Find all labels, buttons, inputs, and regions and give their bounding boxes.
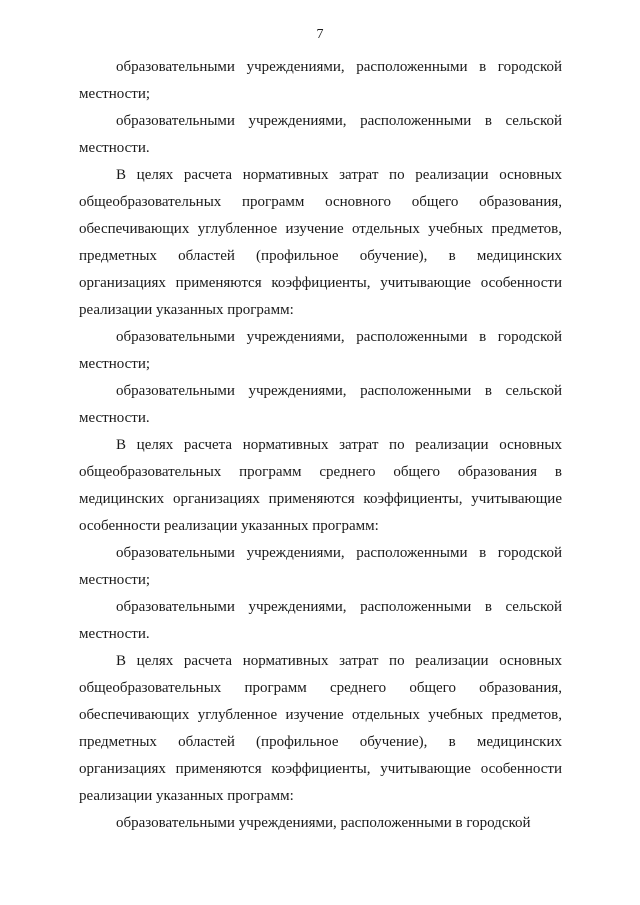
paragraph: образовательными учреждениями, расположенными в сельской местности. [79,113,562,156]
page-number: 7 [316,27,324,42]
paragraph: образовательными учреждениями, расположенными в городской [116,815,531,831]
paragraph: образовательными учреждениями, расположенными в городской местности; [79,329,562,372]
paragraph: В целях расчета нормативных затрат по реализации основных общеобразовательных программ среднего общего образования, обеспечивающих углубленное изучение отдельных учебных предметов, предметных областей (профильное обучение), в медицинских организациях применяются коэффициенты, учитывающие особенности реализации указанных программ: [79,653,562,804]
paragraph: В целях расчета нормативных затрат по реализации основных общеобразовательных программ среднего общего образования в медицинских организациях применяются коэффициенты, учитывающие особенности реализации указанных программ: [79,437,562,534]
paragraph: образовательными учреждениями, расположенными в городской местности; [79,59,562,102]
paragraph: образовательными учреждениями, расположенными в сельской местности. [79,599,562,642]
document-body [79,54,562,837]
paragraph: образовательными учреждениями, расположенными в сельской местности. [79,383,562,426]
paragraph: В целях расчета нормативных затрат по реализации основных общеобразовательных программ основного общего образования, обеспечивающих углубленное изучение отдельных учебных предметов, предметных областей (профильное обучение), в медицинских организациях применяются коэффициенты, учитывающие особенности реализации указанных программ: [79,167,562,318]
paragraph: образовательными учреждениями, расположенными в городской местности; [79,545,562,588]
